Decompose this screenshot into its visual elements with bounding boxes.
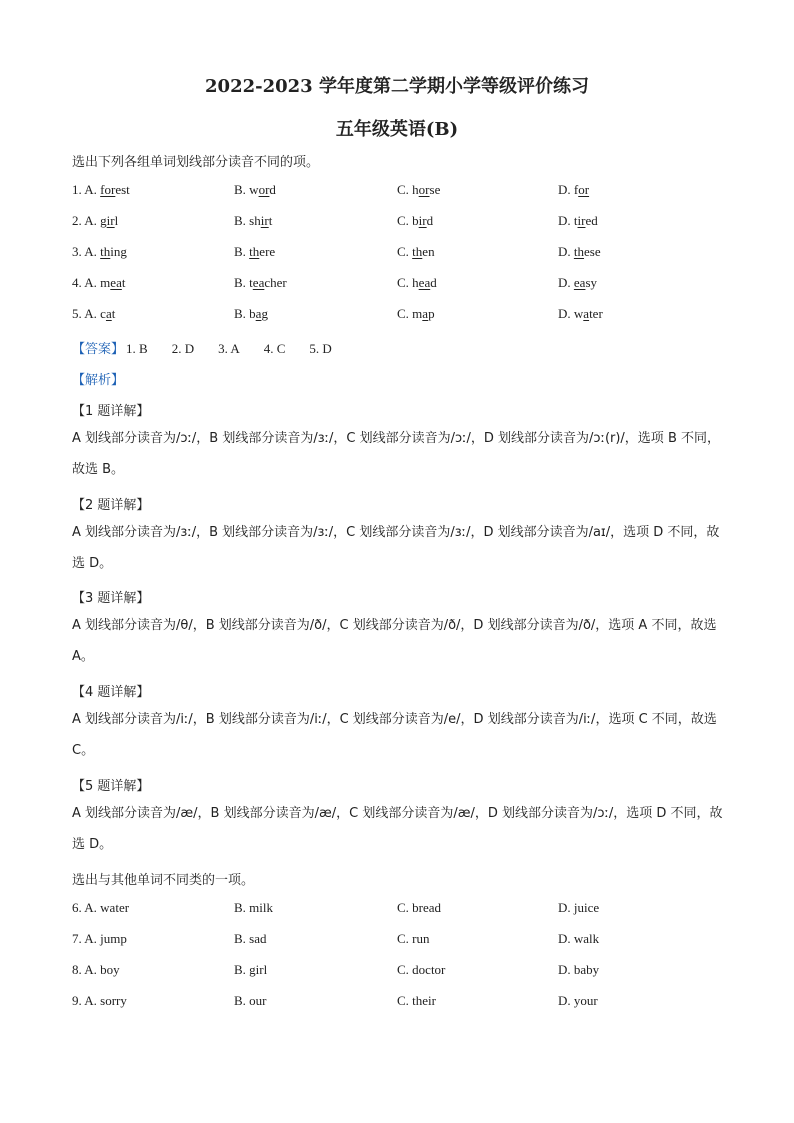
word-part: m [412,306,423,321]
option-label: C. [397,182,413,197]
option-label: B. [234,244,250,259]
word-part: b [412,213,419,228]
underlined-part: ir [577,213,586,228]
option-cell [72,244,127,260]
underlined-part: th [573,244,585,259]
word-part: w [573,306,584,321]
page-subtitle: 五年级英语(B) [335,119,459,140]
option-cell: B. girl [234,962,268,977]
word-part: ere [259,244,276,259]
word-part: ed [585,213,598,228]
answer-item: 2. D [171,341,195,356]
underlined-part: ea [573,275,586,290]
option-cell [397,306,435,322]
option-label: 4. A. [72,275,101,290]
analysis-label: 【解析】 [72,373,125,388]
option-cell: B. our [234,993,267,1008]
option-cell [72,275,125,291]
option-label: B. [234,306,250,321]
option-label: D. [558,275,574,290]
word-part: t [111,306,116,321]
underlined-part: th [249,244,260,259]
answer-item: 1. B [126,341,148,356]
question-row [72,931,732,949]
answer-item: 5. D [309,341,332,356]
word-part: cher [264,275,287,290]
option-label: 3. A. [72,244,101,259]
question-row [72,900,732,918]
option-cell: 9. A. sorry [72,993,127,1008]
option-label: B. [234,275,250,290]
answer-list [124,341,356,356]
option-cell [234,244,275,260]
answer-label: 【答案】 [72,342,125,357]
option-cell: B. milk [234,900,274,915]
detail-text: A 划线部分读音为/θ/，B 划线部分读音为/ð/，C 划线部分读音为/ð/，D 划线部分读音为/ð/，选项 A 不同，故选 A。 [72,618,717,664]
option-cell: 8. A. boy [72,962,120,977]
section2-instruction: 选出与其他单词不同类的一项。 [72,873,255,888]
option-label: B. [234,182,250,197]
word-part: h [412,182,419,197]
option-cell: D. baby [558,962,600,977]
detail-heading: 【2 题详解】 [72,498,150,513]
underlined-part: a [105,306,112,321]
underlined-part: a [583,306,590,321]
option-cell [397,244,435,260]
option-label: C. [397,244,413,259]
option-cell [558,213,598,229]
question-row [72,213,732,231]
option-cell [234,275,287,291]
underlined-part: th [412,244,423,259]
word-part: p [428,306,435,321]
option-cell: 7. A. jump [72,931,127,946]
question-row [72,962,732,980]
word-part: ter [589,306,603,321]
word-part: g [261,306,268,321]
option-cell [234,213,272,229]
question-row [72,275,732,293]
option-cell [72,306,115,322]
detail-text: A 划线部分读音为/ɜː/，B 划线部分读音为/ɜː/，C 划线部分读音为/ɜː/，D 划线部分读音为/aɪ/，选项 D 不同，故选 D。 [72,525,720,571]
answer-line [72,338,356,357]
word-part: ese [584,244,601,259]
word-part: g [100,213,107,228]
option-cell: C. run [397,931,430,946]
option-cell [397,182,440,198]
option-cell [234,182,276,198]
option-cell: C. their [397,993,436,1008]
word-part: d [269,182,276,197]
option-label: 2. A. [72,213,101,228]
option-cell [397,213,433,229]
detail-heading: 【1 题详解】 [72,404,150,419]
option-label: D. [558,213,574,228]
detail-text: A 划线部分读音为/æ/，B 划线部分读音为/æ/，C 划线部分读音为/æ/，D 划线部分读音为/ɔː/，选项 D 不同，故选 D。 [72,806,723,852]
option-cell [72,213,118,229]
question-row [72,182,732,200]
option-cell: D. juice [558,900,600,915]
option-label: D. [558,306,574,321]
underlined-part: ea [252,275,265,290]
option-label: C. [397,275,413,290]
underlined-part: or [418,182,430,197]
word-part: l [114,213,119,228]
option-label: 5. A. [72,306,101,321]
page-title: 2022-2023 学年度第二学期小学等级评价练习 [205,76,589,97]
underlined-part: or [258,182,270,197]
detail-heading: 【3 题详解】 [72,591,150,606]
underlined-part: ir [418,213,427,228]
option-cell [234,306,268,322]
word-part: c [100,306,106,321]
detail-heading: 【5 题详解】 [72,779,150,794]
word-part: b [249,306,256,321]
option-cell: C. doctor [397,962,446,977]
word-part: m [100,275,111,290]
question-row [72,306,732,324]
option-label: B. [234,213,250,228]
word-part: f [573,182,579,197]
word-part: h [412,275,419,290]
word-part: sh [249,213,261,228]
word-part: t [121,275,126,290]
option-cell [558,275,597,291]
word-part: t [249,275,253,290]
option-label: D. [558,182,574,197]
underlined-part: th [100,244,111,259]
word-part: t [268,213,273,228]
option-cell [558,306,603,322]
word-part: t [573,213,578,228]
underlined-part: or [578,182,590,197]
answer-item: 3. A [218,341,240,356]
section1-instruction: 选出下列各组单词划线部分读音不同的项。 [72,155,320,170]
option-cell: D. walk [558,931,600,946]
word-part: ing [110,244,127,259]
option-cell [397,275,437,291]
underlined-part: ir [106,213,115,228]
option-cell: C. bread [397,900,442,915]
word-part: se [429,182,441,197]
detail-heading: 【4 题详解】 [72,685,150,700]
underlined-part: ea [418,275,431,290]
underlined-part: a [422,306,429,321]
underlined-part: ea [110,275,122,290]
detail-text: A 划线部分读音为/iː/，B 划线部分读音为/iː/，C 划线部分读音为/e/，D 划线部分读音为/iː/，选项 C 不同，故选 C。 [72,712,717,758]
detail-text: A 划线部分读音为/ɔː/，B 划线部分读音为/ɜː/，C 划线部分读音为/ɔː/，D 划线部分读音为/ɔː(r)/，选项 B 不同，故选 B。 [72,431,720,477]
word-part: sy [585,275,597,290]
option-label: 1. A. [72,182,101,197]
option-cell [72,182,130,198]
word-part: en [422,244,435,259]
word-part: w [249,182,259,197]
underlined-part: for [100,182,116,197]
option-cell: 6. A. water [72,900,130,915]
word-part: est [115,182,130,197]
underlined-part: ir [260,213,269,228]
option-cell [558,182,589,198]
option-cell: D. your [558,993,598,1008]
word-part: d [430,275,437,290]
answer-item: 4. C [263,341,286,356]
option-label: D. [558,244,574,259]
question-row [72,993,732,1011]
underlined-part: a [255,306,262,321]
option-label: C. [397,306,413,321]
option-cell: B. sad [234,931,267,946]
question-row [72,244,732,262]
option-label: C. [397,213,413,228]
word-part: d [426,213,434,228]
option-cell [558,244,601,260]
